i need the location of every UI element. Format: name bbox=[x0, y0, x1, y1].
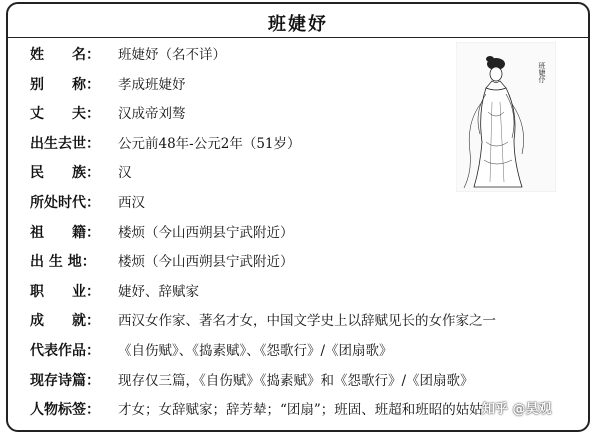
watermark bbox=[482, 398, 552, 417]
row-value: 公元前48年-公元2年（51岁） bbox=[118, 135, 301, 152]
row-value: 婕妤、辞赋家 bbox=[118, 283, 199, 300]
info-card bbox=[6, 2, 590, 432]
info-row-works bbox=[30, 337, 590, 367]
title-divider bbox=[8, 37, 588, 38]
row-value: 孝成班婕妤 bbox=[118, 76, 186, 93]
row-label: 代表作品： bbox=[30, 342, 100, 359]
row-value: 汉成帝刘骜 bbox=[118, 106, 186, 123]
row-label: 别 称： bbox=[30, 76, 100, 93]
row-value: 才女；女辞赋家；辞芳辇；“团扇”；班固、班超和班昭的姑姑 bbox=[118, 402, 483, 419]
row-label: 姓 名： bbox=[30, 47, 100, 63]
row-label: 人物标签： bbox=[30, 402, 100, 419]
watermark-text: 知乎 @昊观 bbox=[482, 402, 552, 417]
info-row-achievement bbox=[30, 307, 590, 337]
row-value: 西汉 bbox=[118, 194, 145, 211]
page-title: 班婕妤 bbox=[268, 14, 328, 35]
row-label: 民 族： bbox=[30, 165, 100, 182]
row-label: 成 就： bbox=[30, 313, 100, 330]
info-row-occupation bbox=[30, 278, 590, 308]
row-value: 现存仅三篇，《自伤赋》《捣素赋》和《怨歌行》/《团扇歌》 bbox=[118, 372, 474, 389]
row-label: 所处时代： bbox=[30, 194, 100, 211]
row-value: 汉 bbox=[118, 165, 132, 182]
court-lady-portrait-icon bbox=[456, 42, 556, 192]
row-label: 出生去世： bbox=[30, 135, 100, 152]
portrait-caption: 班婕伃 bbox=[538, 62, 546, 83]
row-label: 职 业： bbox=[30, 283, 100, 300]
info-row-era bbox=[30, 189, 590, 219]
row-label: 祖 籍： bbox=[30, 224, 100, 241]
row-value: 西汉女作家、著名才女，中国文学史上以辞赋见长的女作家之一 bbox=[118, 313, 496, 330]
info-row-ancestral-home bbox=[30, 219, 590, 249]
row-value: 班婕妤（名不详） bbox=[118, 47, 226, 63]
row-value: 《自伤赋》、《捣素赋》、《怨歌行》/《团扇歌》 bbox=[118, 342, 393, 359]
row-label: 出 生 地： bbox=[30, 254, 96, 271]
row-value: 楼烦（今山西朔县宁武附近） bbox=[118, 254, 294, 271]
row-value: 楼烦（今山西朔县宁武附近） bbox=[118, 224, 294, 241]
info-row-extant-poems bbox=[30, 367, 590, 397]
info-row-birthplace bbox=[30, 248, 590, 278]
row-label: 丈 夫： bbox=[30, 106, 100, 123]
row-label: 现存诗篇： bbox=[30, 372, 100, 389]
